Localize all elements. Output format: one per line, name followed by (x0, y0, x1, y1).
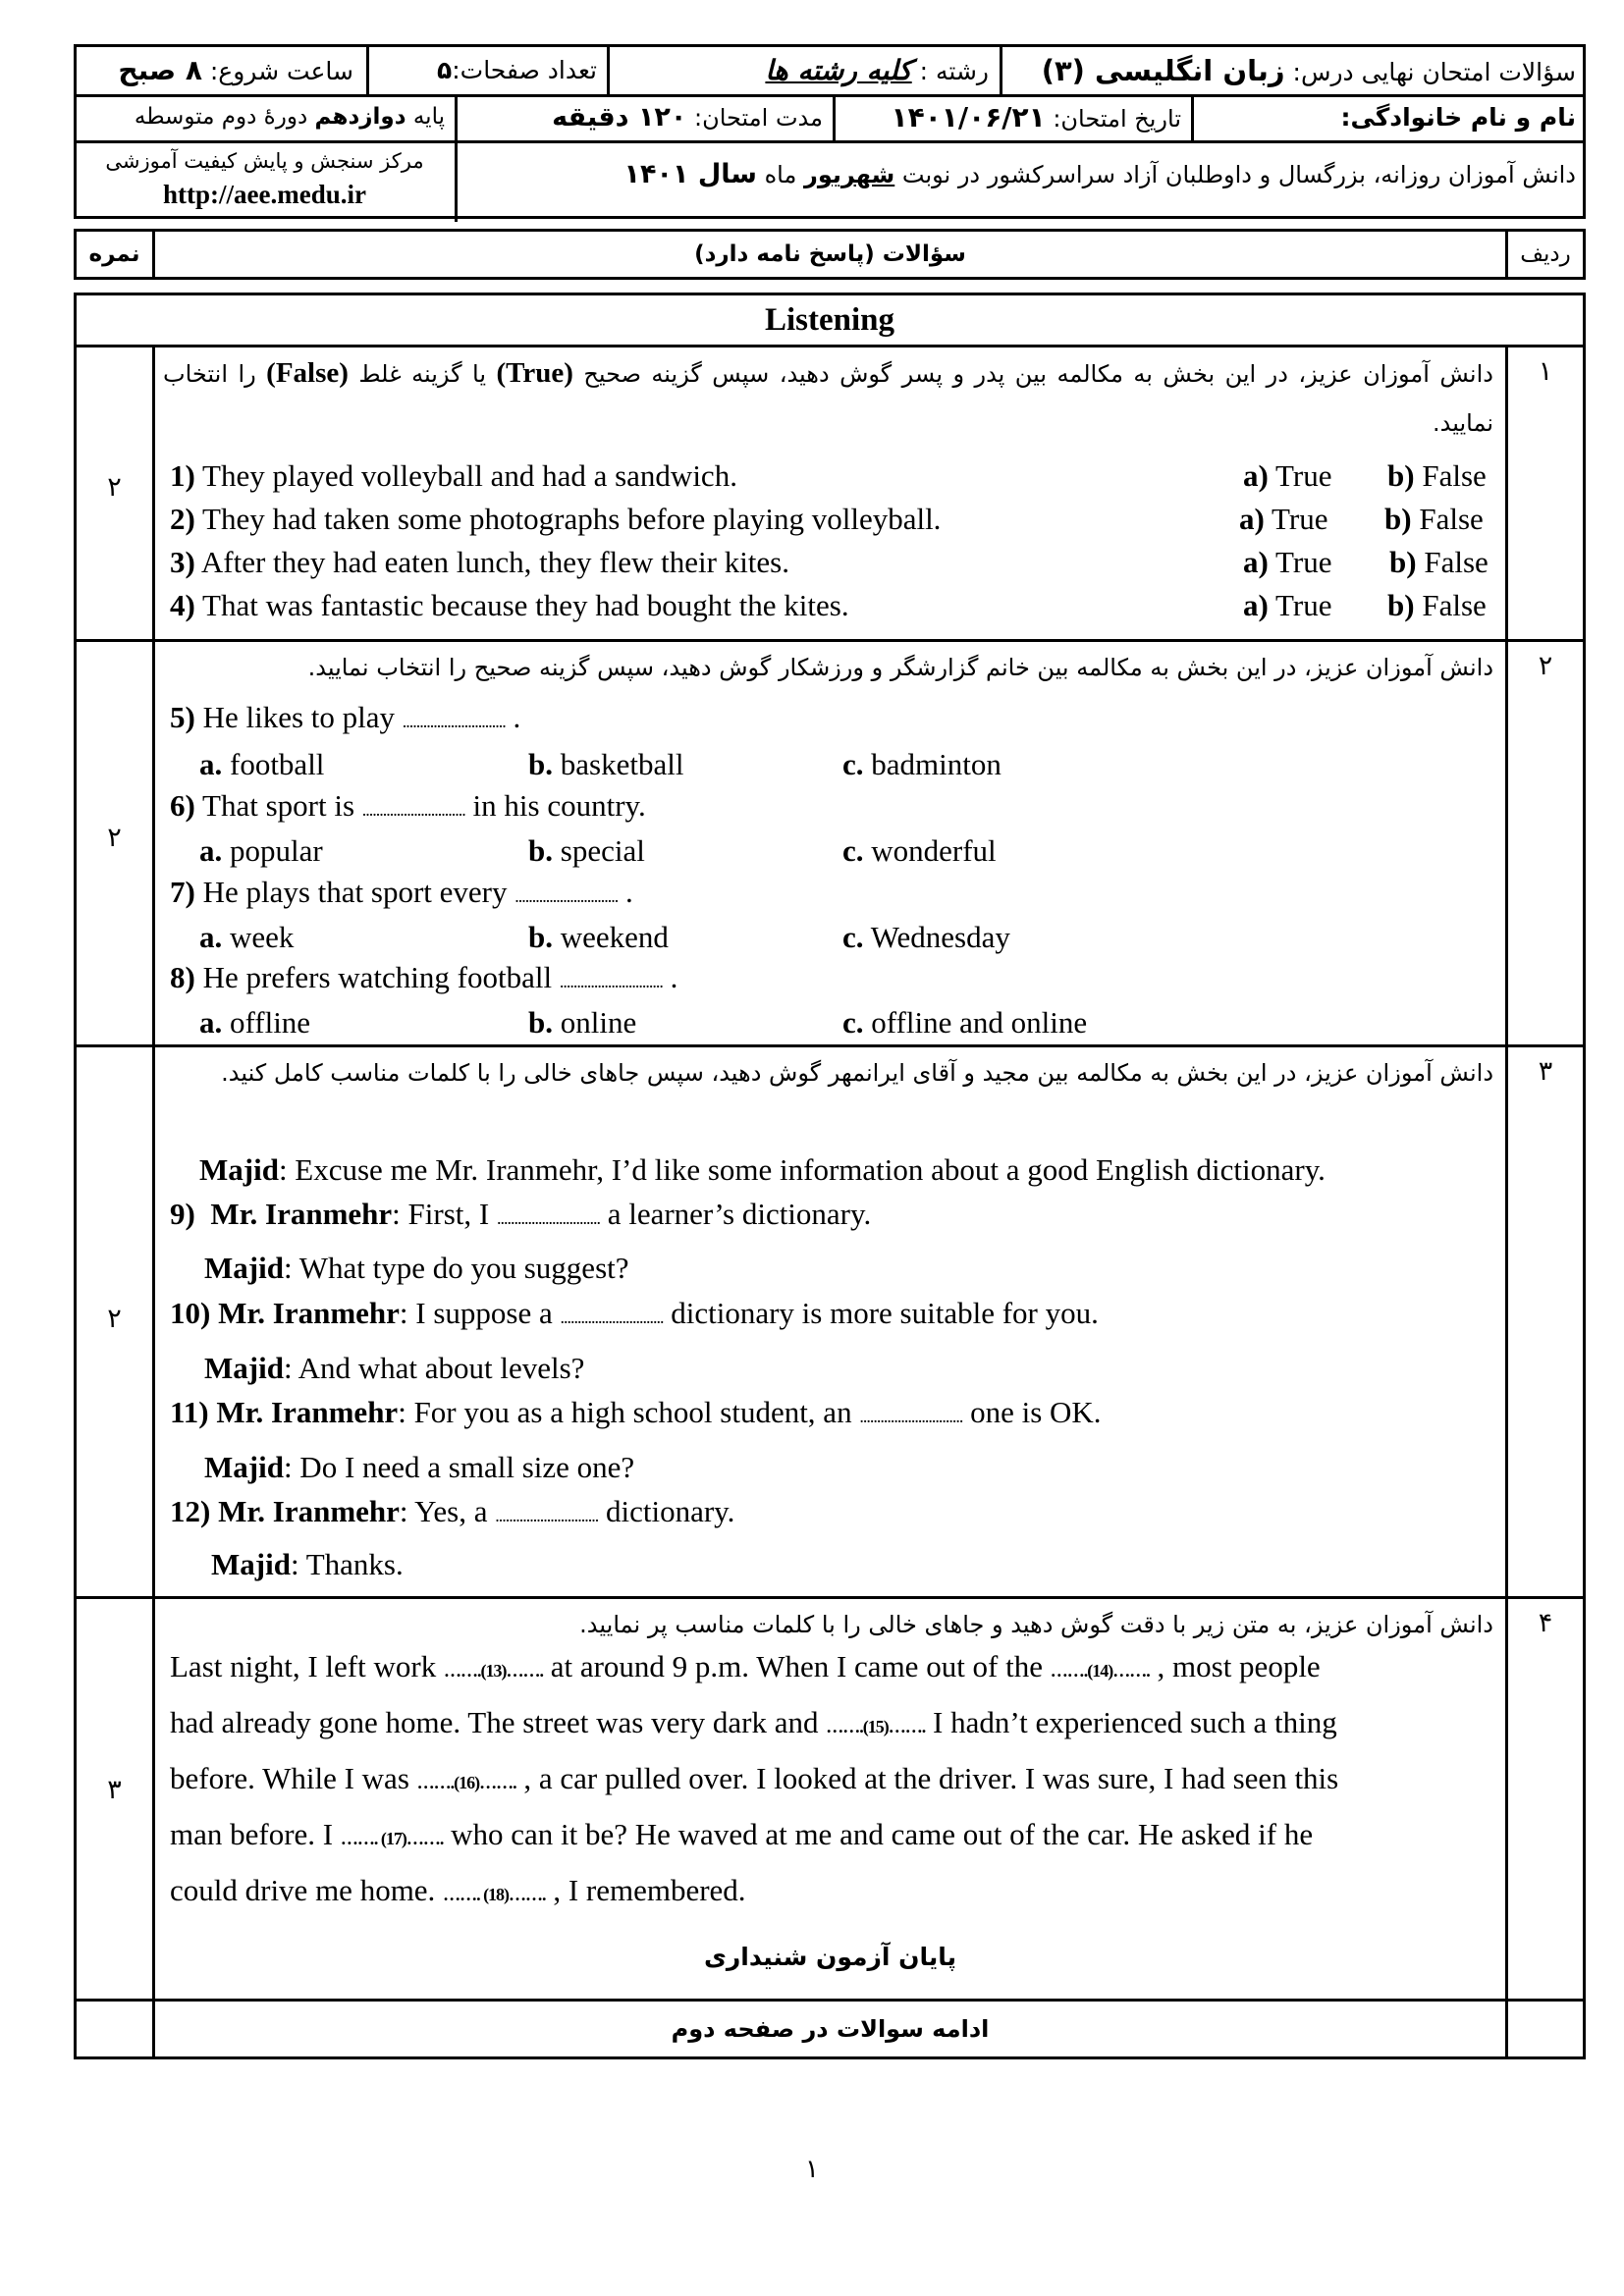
dialogue-line: 9) Mr. Iranmehr: First, I .............................. a learner’s dictionary. (170, 1197, 872, 1231)
question-1 (77, 347, 1583, 639)
dialogue-line: 11) Mr. Iranmehr: For you as a high school student, an .............................. one is OK. (170, 1395, 1102, 1429)
listening-table (74, 293, 1586, 2059)
exam-participants: دانش آموزان روزانه، بزرگسال و داوطلبان آزاد سراسرکشور در نوبت شهریور ماه سال ۱۴۰۱ (623, 159, 1576, 189)
option-true[interactable]: a) True (1239, 502, 1328, 536)
option[interactable]: b. special (528, 833, 645, 868)
dialogue-line: Majid: And what about levels? (204, 1351, 585, 1385)
listening-end-note: پایان آزمون شنیداری (703, 1942, 957, 1971)
section-title: Listening (764, 301, 895, 338)
grade-level: پایه دوازدهم دورهٔ دوم متوسطه (134, 104, 445, 130)
page-count: تعداد صفحات:۵ (436, 56, 597, 84)
option-true[interactable]: a) True (1243, 545, 1332, 579)
row-label: ردیف (1520, 241, 1571, 267)
exam-title: سؤالات امتحان نهایی درس: زبان انگلیسی (۳) (1041, 54, 1576, 87)
score: ۲ (107, 823, 122, 853)
tf-item: 3) After they had eaten lunch, they flew their kites. (170, 545, 789, 579)
tf-item: 4) That was fantastic because they had bought the kites. (170, 588, 849, 622)
question-3 (77, 1046, 1583, 1596)
option[interactable]: a. week (199, 920, 295, 954)
row-number: ۳ (1538, 1056, 1553, 1087)
dialogue-line: 10) Mr. Iranmehr: I suppose a .............................. dictionary is more suitable for you. (170, 1296, 1099, 1330)
question-2 (77, 641, 1583, 1044)
row-number: ۲ (1538, 651, 1553, 681)
passage-line: before. While I was …….(16)……. , a car pulled over. I looked at the driver. I was sure, I had seen this (170, 1761, 1339, 1795)
option-false[interactable]: b) False (1384, 502, 1484, 536)
option[interactable]: a. popular (199, 833, 323, 868)
option[interactable]: b. weekend (528, 920, 669, 954)
mc-item: 5) He likes to play .............................. . (170, 700, 521, 734)
instruction: دانش آموزان عزیز، در این بخش به مکالمه بین خانم گزارشگر و ورزشکار گوش دهید، سپس گزینه صحیح را انتخاب نمایید. (307, 654, 1493, 681)
mc-item: 8) He prefers watching football .............................. . (170, 960, 678, 994)
mc-item: 7) He plays that sport every .............................. . (170, 875, 633, 909)
dialogue-line: Majid: Excuse me Mr. Iranmehr, I’d like some information about a good English dictionary. (199, 1152, 1326, 1187)
passage-line: Last night, I left work …….(13)……. at around 9 p.m. When I came out of the …….(14)……. , most people (170, 1649, 1321, 1683)
score: ۲ (107, 472, 122, 503)
option[interactable]: b. basketball (528, 747, 684, 781)
exam-header (74, 44, 1586, 219)
page-number: ۱ (805, 2155, 819, 2184)
row-number: ۴ (1538, 1608, 1553, 1638)
table-header (74, 229, 1586, 280)
option[interactable]: c. badminton (842, 747, 1001, 781)
start-time: ساعت شروع: ۸ صبح (118, 54, 353, 86)
score: ۳ (107, 1775, 122, 1805)
continue-note: ادامه سوالات در صفحه دوم (671, 2015, 990, 2043)
row-number: ۱ (1538, 356, 1553, 387)
passage-line: man before. I ……. (17)……. who can it be? He waved at me and came out of the car. He asked if he (170, 1817, 1314, 1851)
instruction: دانش آموزان عزیز، در این بخش به مکالمه بین پدر و پسر گوش دهید، سپس گزینه صحیح (True) یا گزینه غلط (False) را انتخاب نمایید. (163, 357, 1493, 437)
option-false[interactable]: b) False (1387, 588, 1487, 622)
exam-date: تاریخ امتحان: ۱۴۰۱/۰۶/۲۱ (891, 101, 1181, 133)
passage-line: could drive me home. ……. (18)……. , I remembered. (170, 1873, 746, 1907)
instruction: دانش آموزان عزیز، به متن زیر با دقت گوش دهید و جاهای خالی را با کلمات مناسب پر نمایید. (579, 1611, 1493, 1638)
option-true[interactable]: a) True (1243, 458, 1332, 493)
instruction: دانش آموزان عزیز، در این بخش به مکالمه بین مجید و آقای ایرانمهر گوش دهید، سپس جاهای خالی را با کلمات مناسب کامل کنید. (221, 1059, 1493, 1087)
exam-duration: مدت امتحان: ۱۲۰ دقیقه (552, 102, 823, 133)
option-true[interactable]: a) True (1243, 588, 1332, 622)
option[interactable]: a. football (199, 747, 325, 781)
dialogue-line: Majid: Do I need a small size one? (204, 1450, 635, 1484)
option-false[interactable]: b) False (1387, 458, 1487, 493)
question-4 (77, 1598, 1583, 1999)
student-name-label: نام و نام خانوادگی: (1340, 103, 1576, 132)
option[interactable]: a. offline (199, 1005, 311, 1040)
assessment-center: مرکز سنجش و پایش کیفیت آموزشی http://aee.medu.ir (77, 140, 453, 219)
exam-field: رشته : کلیه رشته ها (765, 54, 989, 86)
tf-item: 2) They had taken some photographs before playing volleyball. (170, 502, 942, 536)
option[interactable]: c. offline and online (842, 1005, 1088, 1040)
questions-label: سؤالات (پاسخ نامه دارد) (694, 241, 966, 267)
score-label: نمره (88, 241, 140, 267)
option[interactable]: c. Wednesday (842, 920, 1010, 954)
dialogue-line: Majid: Thanks. (211, 1547, 404, 1581)
tf-item: 1) They played volleyball and had a sandwich. (170, 458, 737, 493)
option[interactable]: b. online (528, 1005, 637, 1040)
mc-item: 6) That sport is .............................. in his country. (170, 788, 646, 823)
dialogue-line: 12) Mr. Iranmehr: Yes, a .............................. dictionary. (170, 1494, 735, 1528)
score: ۲ (107, 1304, 122, 1334)
dialogue-line: Majid: What type do you suggest? (204, 1251, 629, 1285)
option-false[interactable]: b) False (1389, 545, 1489, 579)
passage-line: had already gone home. The street was very dark and …….(15)……. I hadn’t experienced such a thing (170, 1705, 1337, 1739)
center-url[interactable]: http://aee.medu.ir (163, 180, 366, 209)
option[interactable]: c. wonderful (842, 833, 997, 868)
